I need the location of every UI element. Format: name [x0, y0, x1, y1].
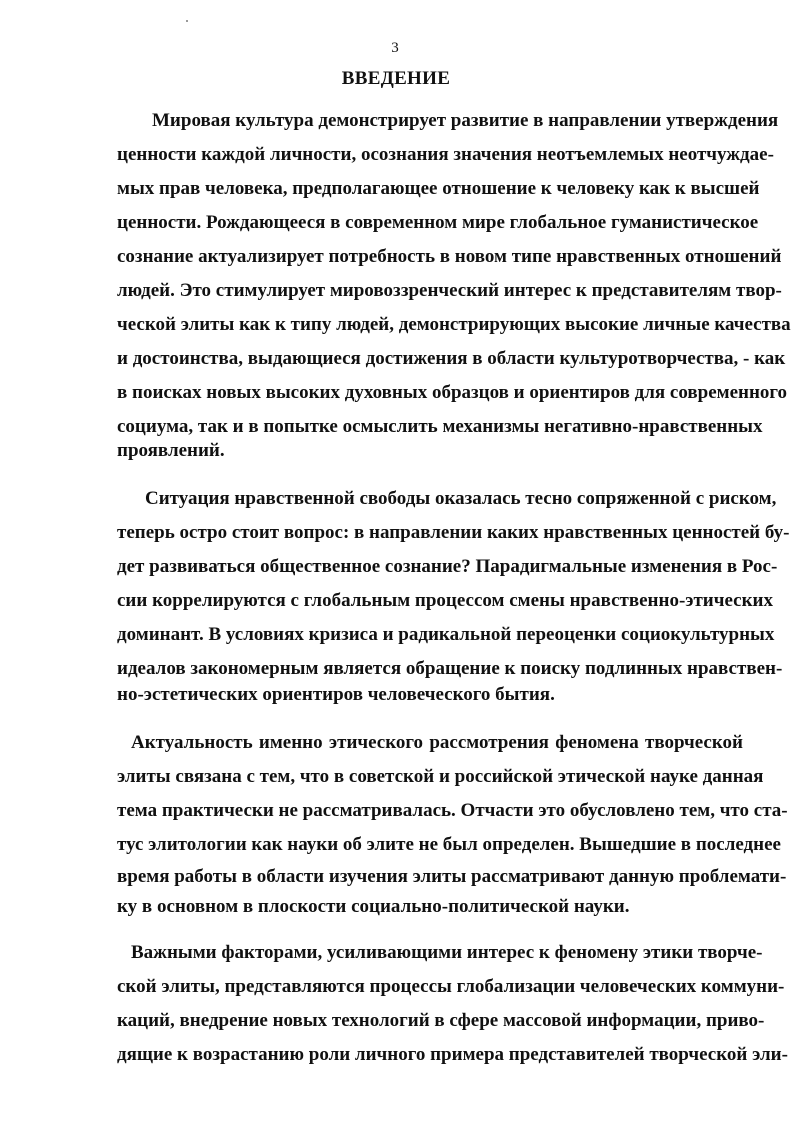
paragraph-1-line-1: Мировая культура демонстрирует развитие в направлении утверждения	[152, 110, 779, 131]
paragraph-1-line-3: мых прав человека, предполагающее отношение к человеку как к высшей	[117, 178, 760, 199]
section-heading: ВВЕДЕНИЕ	[341, 68, 451, 89]
paragraph-4-line-4: дящие к возрастанию роли личного примера представителей творческой эли-	[117, 1044, 788, 1065]
paragraph-3-line-2: элиты связана с тем, что в советской и российской этической науке данная	[117, 766, 764, 787]
paragraph-1-line-10: социума, так и в попытке осмыслить механизмы негативно-нравственных	[117, 416, 763, 437]
paragraph-3-line-1: Актуальность именно этического рассмотрения феномена творческой	[131, 732, 743, 753]
paragraph-3-line-4: тус элитологии как науки об элите не был определен. Вышедшие в последнее	[117, 834, 781, 855]
paragraph-1-line-2: ценности каждой личности, осознания значения неотъемлемых неотчуждае-	[117, 144, 774, 165]
scan-artifact-dot	[186, 20, 188, 22]
paragraph-4-line-2: ской элиты, представляются процессы глобализации человеческих коммуни-	[117, 976, 785, 997]
paragraph-4-line-1: Важными факторами, усиливающими интерес к феномену этики творче-	[131, 942, 763, 963]
paragraph-2-line-6: идеалов закономерным является обращение к поиску подлинных нравствен-	[117, 658, 783, 679]
paragraph-1-line-11: проявлений.	[117, 440, 225, 461]
paragraph-3-line-5: время работы в области изучения элиты рассматривают данную проблемати-	[117, 866, 787, 887]
paragraph-4-line-3: каций, внедрение новых технологий в сфере массовой информации, приво-	[117, 1010, 765, 1031]
paragraph-1-line-7: ческой элиты как к типу людей, демонстрирующих высокие личные качества	[117, 314, 791, 335]
paragraph-2-line-1: Ситуация нравственной свободы оказалась тесно сопряженной с риском,	[145, 488, 777, 509]
paragraph-2-line-3: дет развиваться общественное сознание? Парадигмальные изменения в Рос-	[117, 556, 778, 577]
paragraph-2-line-2: теперь остро стоит вопрос: в направлении каких нравственных ценностей бу-	[117, 522, 790, 543]
paragraph-1-line-8: и достоинства, выдающиеся достижения в области культуротворчества, - как	[117, 348, 786, 369]
paragraph-1-line-5: сознание актуализирует потребность в новом типе нравственных отношений	[117, 246, 782, 267]
paragraph-1-line-6: людей. Это стимулирует мировоззренческий интерес к представителям твор-	[117, 280, 782, 301]
paragraph-1-line-4: ценности. Рождающееся в современном мире глобальное гуманистическое	[117, 212, 759, 233]
paragraph-2-line-7: но-эстетических ориентиров человеческого бытия.	[117, 684, 555, 705]
paragraph-3-line-3: тема практически не рассматривалась. Отчасти это обусловлено тем, что ста-	[117, 800, 788, 821]
page-number: 3	[391, 40, 399, 56]
paragraph-3-line-6: ку в основном в плоскости социально-политической науки.	[117, 896, 630, 917]
paragraph-2-line-5: доминант. В условиях кризиса и радикальной переоценки социокультурных	[117, 624, 775, 645]
paragraph-2-line-4: сии коррелируются с глобальным процессом смены нравственно-этических	[117, 590, 773, 611]
paragraph-1-line-9: в поисках новых высоких духовных образцов и ориентиров для современного	[117, 382, 788, 403]
